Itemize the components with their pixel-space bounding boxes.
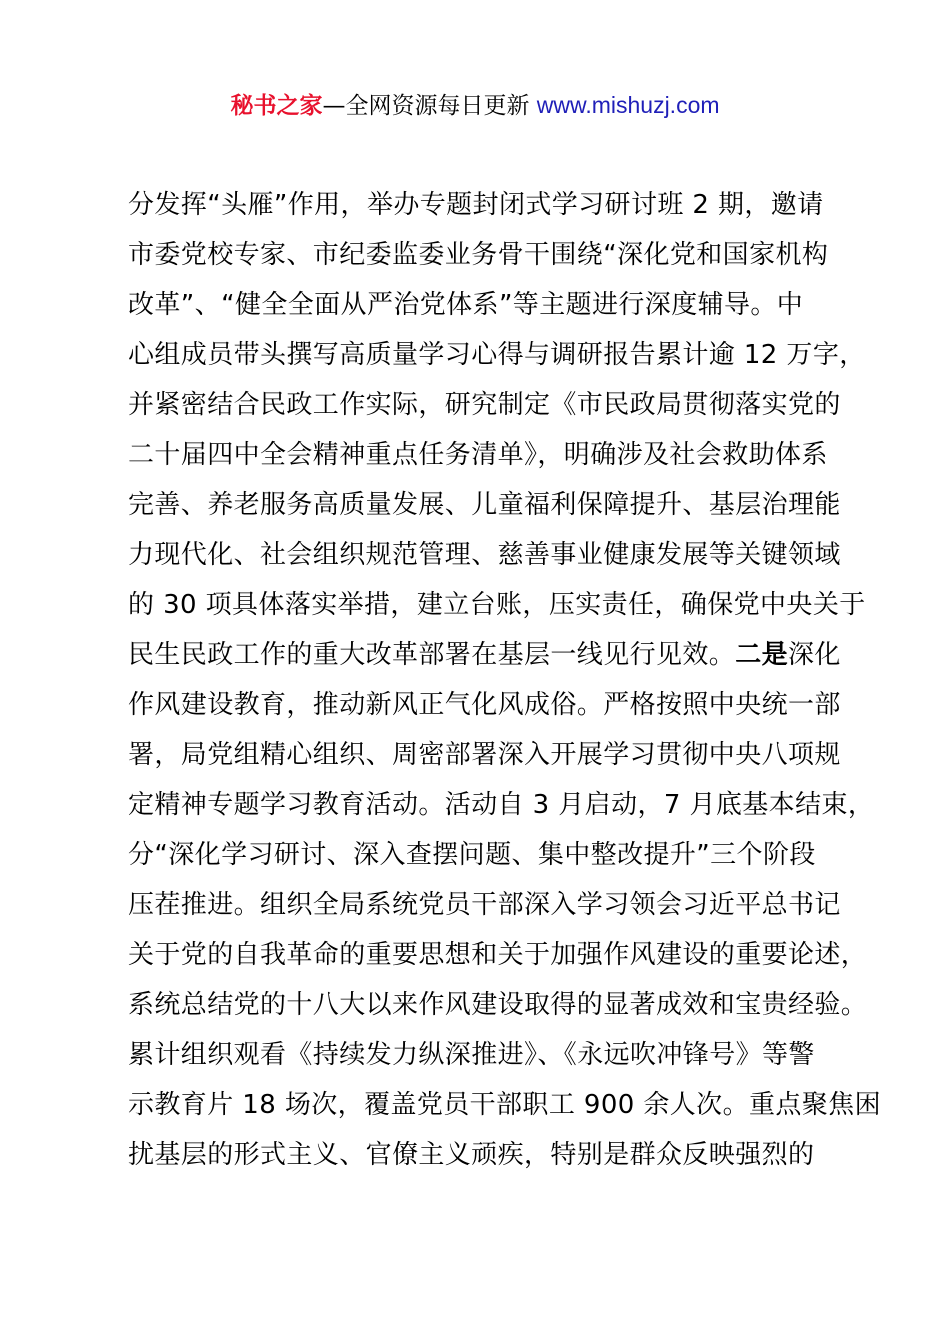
text-segment: 民生民政工作的重大改革部署在基层一线见行见效。 <box>128 640 736 670</box>
text-line: 压茬推进。组织全局系统党员干部深入学习领会习近平总书记 <box>128 890 841 920</box>
text-line: 的 30 项具体落实举措，建立台账，压实责任，确保党中央关于 <box>128 590 866 620</box>
text-line: 力现代化、社会组织规范管理、慈善事业健康发展等关键领域 <box>128 540 841 570</box>
text-line: 市委党校专家、市纪委监委业务骨干围绕“深化党和国家机构 <box>128 240 829 270</box>
text-segment: 深化 <box>788 640 841 670</box>
text-line: 分“深化学习研讨、深入查摆问题、集中整改提升”三个阶段 <box>128 840 816 870</box>
document-body <box>128 180 881 1180</box>
text-line: 署，局党组精心组织、周密部署深入开展学习贯彻中央八项规 <box>128 740 841 770</box>
text-line: 定精神专题学习教育活动。活动自 3 月启动，7 月底基本结束， <box>128 790 875 820</box>
text-line: 关于党的自我革命的重要思想和关于加强作风建设的重要论述， <box>128 940 868 970</box>
site-url-link[interactable]: www.mishuzj.com <box>536 92 720 118</box>
header-tagline: —全网资源每日更新 <box>322 93 537 119</box>
text-line: 累计组织观看《持续发力纵深推进》、《永远吹冲锋号》等警 <box>128 1040 815 1070</box>
text-line: 分发挥“头雁”作用，举办专题封闭式学习研讨班 2 期，邀请 <box>128 190 824 220</box>
text-line: 作风建设教育，推动新风正气化风成俗。严格按照中央统一部 <box>128 690 841 720</box>
page-header <box>0 88 950 123</box>
text-line: 系统总结党的十八大以来作风建设取得的显著成效和宝贵经验。 <box>128 990 868 1020</box>
text-line: 示教育片 18 场次，覆盖党员干部职工 900 余人次。重点聚焦困 <box>128 1090 881 1120</box>
brand-name: 秘书之家 <box>230 93 323 119</box>
text-line: 扰基层的形式主义、官僚主义顽疾，特别是群众反映强烈的 <box>128 1140 815 1170</box>
text-line: 心组成员带头撰写高质量学习心得与调研报告累计逾 12 万字， <box>128 340 866 370</box>
bold-ordinal: 二是 <box>735 640 789 670</box>
text-line: 并紧密结合民政工作实际，研究制定《市民政局贯彻落实党的 <box>128 390 841 420</box>
text-line: 完善、养老服务高质量发展、儿童福利保障提升、基层治理能 <box>128 490 841 520</box>
text-line: 改革”、“健全全面从严治党体系”等主题进行深度辅导。中 <box>128 290 804 320</box>
text-line: 二十届四中全会精神重点任务清单》，明确涉及社会救助体系 <box>128 440 828 470</box>
text-line-mixed <box>128 630 848 680</box>
